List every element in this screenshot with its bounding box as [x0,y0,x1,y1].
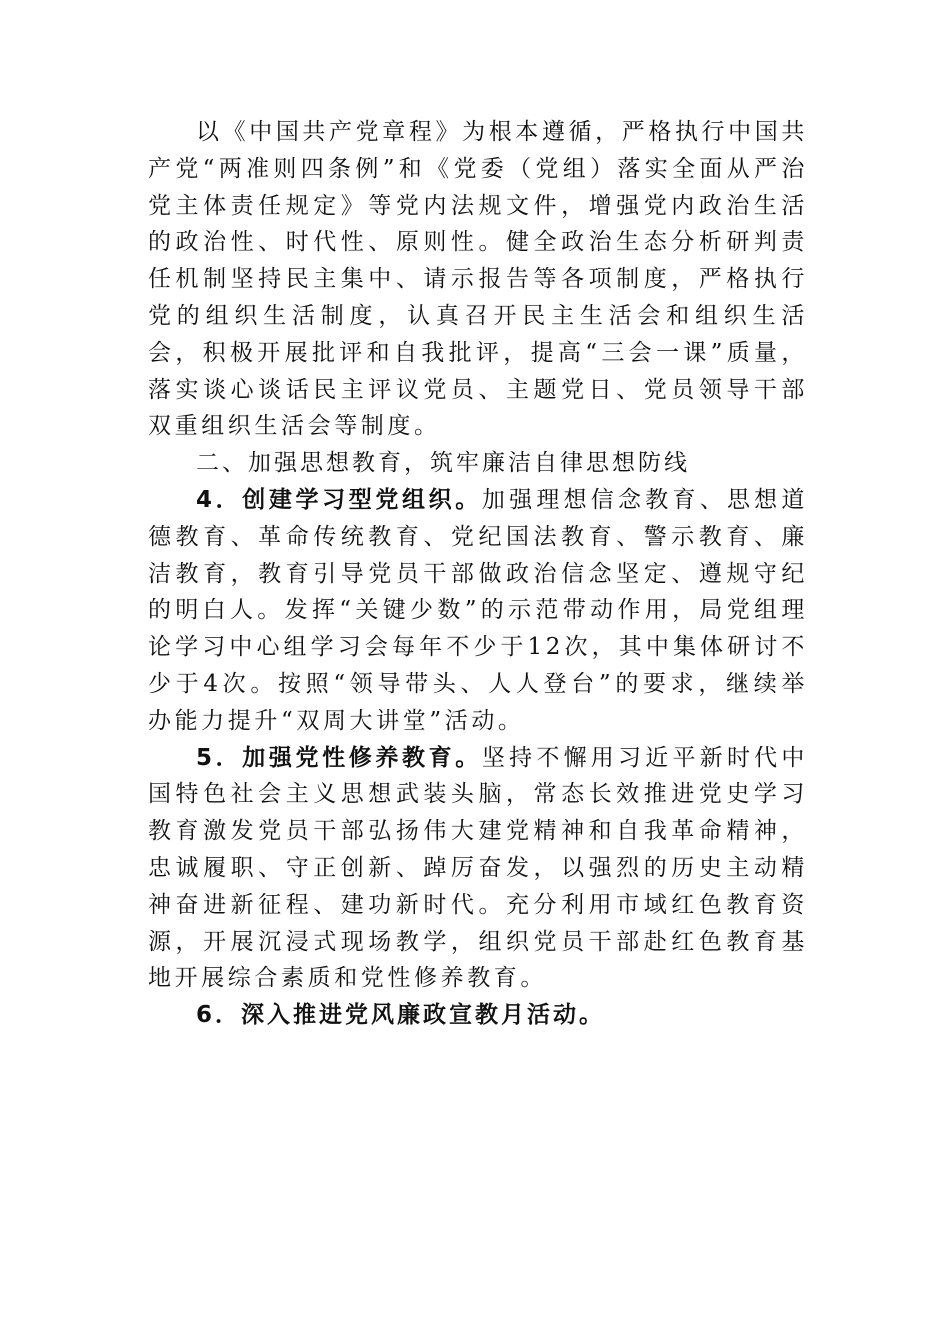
paragraph-party-life [148,114,808,445]
paragraph-text: 加强理想信念教育、思想道德教育、革命传统教育、党纪国法教育、警示教育、廉洁教育，教育引导党员干部做政治信念坚定、遵规守纪的明白人。发挥“关键少数”的示范带动作用，局党组理论学习中心组学习会每年不少于12次，其中集体研讨不少于4次。按照“领导带头、人人登台”的要求，继续举办能力提升“双周大讲堂”活动。 [148,486,808,734]
paragraph-text: 坚持不懈用习近平新时代中国特色社会主义思想武装头脑，常态长效推进党史学习教育激发党员干部弘扬伟大建党精神和自我革命精神，忠诚履职、守正创新、踔厉奋发，以强烈的历史主动精神奋进新征程、建功新时代。充分利用市域红色教育资源，开展沉浸式现场教学，组织党员干部赴红色教育基地开展综合素质和党性修养教育。 [148,744,808,992]
paragraph-integrity-month [148,997,808,1034]
document-body [148,114,808,1034]
paragraph-text: 以《中国共产党章程》为根本遵循，严格执行中国共产党“两准则四条例”和《党委（党组）落实全面从严治党主体责任规定》等党内法规文件，增强党内政治生活的政治性、时代性、原则性。健全政治生态分析研判责任机制坚持民主集中、请示报告等各项制度，严格执行党的组织生活制度，认真召开民主生活会和组织生活会，积极开展批评和自我批评，提高“三会一课”质量，落实谈心谈话民主评议党员、主题党日、党员领导干部双重组织生活会等制度。 [148,119,808,440]
paragraph-party-spirit-education [148,740,808,998]
paragraph-lead: 6．深入推进党风廉政宣教月活动。 [196,1002,606,1029]
paragraph-learning-organization [148,482,808,740]
paragraph-lead: 4．创建学习型党组织。 [196,486,482,513]
section-heading-ideological-education [148,445,808,482]
paragraph-lead: 5．加强党性修养教育。 [196,744,482,771]
section-heading-text: 二、加强思想教育，筑牢廉洁自律思想防线 [196,450,690,477]
